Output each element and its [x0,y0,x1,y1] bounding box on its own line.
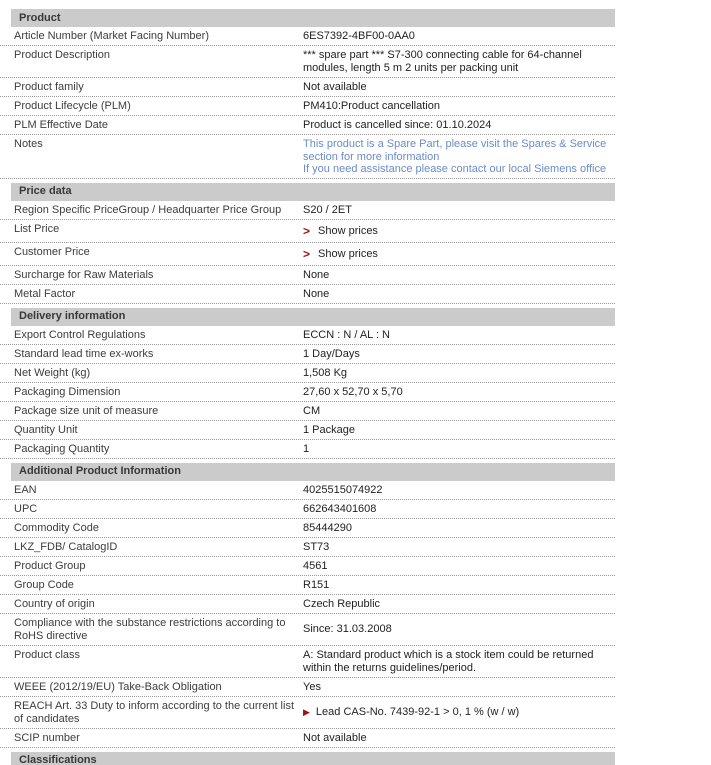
table-row [0,285,615,304]
note-line: This product is a Spare Part, please visit the Spares & Service section for more information [303,138,607,163]
chevron-right-icon: > [303,246,311,261]
table-row [0,678,615,697]
row-value-text: 4025515074922 [303,483,383,496]
row-label: Product Group [14,559,86,572]
section-additional-product-information [0,463,615,748]
table-row [0,97,615,116]
row-label: Commodity Code [14,521,99,534]
row-value [303,421,615,439]
row-label: Standard lead time ex-works [14,347,154,360]
row-label: LKZ_FDB/ CatalogID [14,540,118,553]
row-value [303,538,615,556]
row-label: Surcharge for Raw Materials [14,268,154,281]
table-row [0,500,615,519]
row-label: Quantity Unit [14,423,78,436]
table-row [0,364,615,383]
row-value [303,729,615,747]
row-label: Region Specific PriceGroup / Headquarter Price Group [14,203,282,216]
reach-substance-item[interactable] [303,697,615,728]
table-row [0,243,615,266]
row-value-text: Yes [303,680,321,693]
row-value-text: 1,508 Kg [303,366,348,379]
row-label: REACH Art. 33 Duty to inform according to the current list of candidates [14,699,295,725]
table-row [0,326,615,345]
row-value-text: 1 [303,442,310,455]
row-label: Product Description [14,49,110,61]
row-value-text: PM410:Product cancellation [303,100,440,112]
row-value-text: 85444290 [303,521,352,534]
row-label: WEEE (2012/19/EU) Take-Back Obligation [14,680,222,693]
table-row [0,201,615,220]
show-prices-label: Show prices [318,247,378,260]
row-label: Product Lifecycle (PLM) [14,100,131,112]
row-label: SCIP number [14,731,80,744]
row-value-text: 662643401608 [303,502,377,515]
section-header: Classifications [11,752,615,765]
section-classifications [0,752,615,765]
row-label: Export Control Regulations [14,328,146,341]
table-row [0,614,615,646]
table-row [0,595,615,614]
table-row [0,345,615,364]
table-row [0,220,615,243]
table-row [0,576,615,595]
row-label: Net Weight (kg) [14,366,91,379]
row-label: Product class [14,648,81,661]
chevron-right-icon: > [303,223,311,238]
row-value [303,116,615,134]
row-label: List Price [14,222,60,235]
row-value-text: CM [303,404,321,417]
row-value [303,135,615,178]
section-delivery-information [0,308,615,459]
show-prices-button[interactable] [303,243,615,265]
row-value [303,364,615,382]
reach-substance-text: Lead CAS-No. 7439-92-1 > 0, 1 % (w / w) [315,706,520,718]
section-header: Additional Product Information [11,463,615,481]
row-value-text: Czech Republic [303,597,381,610]
table-row [0,78,615,97]
table-row [0,135,615,179]
table-row [0,481,615,500]
row-value-text: 27,60 x 52,70 x 5,70 [303,385,403,398]
notes-link[interactable] [303,138,609,176]
row-value-text: R151 [303,578,330,591]
row-value [303,481,615,499]
table-row [0,383,615,402]
row-value [303,285,615,303]
row-value [303,519,615,537]
row-value-text: 1 Package [303,423,355,436]
row-value-text: None [303,287,330,300]
row-value [303,201,615,219]
row-value-text: Not available [303,81,367,93]
table-row [0,697,615,729]
row-value-text: ST73 [303,540,330,553]
row-value [303,78,615,96]
row-label: Notes [14,138,43,150]
row-label: Metal Factor [14,287,76,300]
row-value-text: ECCN : N / AL : N [303,328,391,341]
section-product [0,9,615,179]
row-value [303,402,615,420]
row-value-text: None [303,268,330,281]
row-label: Compliance with the substance restrictions according to RoHS directive [14,616,286,642]
row-label: Packaging Quantity [14,442,110,455]
row-value-text: Product is cancelled since: 01.10.2024 [303,119,492,131]
table-row [0,646,615,678]
row-value [303,27,615,45]
table-row [0,46,615,78]
row-value-text: Not available [303,731,367,744]
row-label: UPC [14,502,38,515]
section-header: Product [11,9,615,27]
row-label: PLM Effective Date [14,119,108,131]
row-value [303,440,615,458]
row-label: Customer Price [14,245,90,258]
row-label: Package size unit of measure [14,404,159,417]
row-label: EAN [14,483,37,496]
row-value [303,614,615,645]
row-label: Country of origin [14,597,95,610]
triangle-right-icon: ▶ [303,707,310,717]
row-value-text: 4561 [303,559,328,572]
row-label: Product family [14,81,84,93]
show-prices-button[interactable] [303,220,615,242]
row-value [303,266,615,284]
show-prices-label: Show prices [318,224,378,237]
table-row [0,266,615,285]
table-row [0,116,615,135]
row-value [303,595,615,613]
table-row [0,402,615,421]
row-value-text: 6ES7392-4BF00-0AA0 [303,30,415,42]
table-row [0,538,615,557]
row-value [303,646,615,677]
row-value [303,46,615,77]
table-row [0,729,615,748]
table-row [0,440,615,459]
row-value-text: *** spare part *** S7-300 connecting cable for 64-channel modules, length 5 m 2 units per packing unit [303,49,582,74]
row-value-text: 1 Day/Days [303,347,360,360]
row-value [303,345,615,363]
row-label: Group Code [14,578,74,591]
table-row [0,519,615,538]
row-value [303,326,615,344]
table-row [0,27,615,46]
section-price-data [0,183,615,304]
row-value-text: Since: 31.03.2008 [303,623,392,635]
row-label: Packaging Dimension [14,385,121,398]
table-row [0,557,615,576]
section-header: Delivery information [11,308,615,326]
row-value [303,557,615,575]
table-row [0,421,615,440]
row-value [303,576,615,594]
row-value [303,383,615,401]
note-line: If you need assistance please contact our local Siemens office [303,163,607,175]
row-value [303,97,615,115]
section-header: Price data [11,183,615,201]
row-value-text: S20 / 2ET [303,203,352,216]
row-value [303,678,615,696]
row-value [303,500,615,518]
row-label: Article Number (Market Facing Number) [14,30,209,42]
row-value-text: A: Standard product which is a stock item could be returned within the returns guidelines/period. [303,648,594,674]
